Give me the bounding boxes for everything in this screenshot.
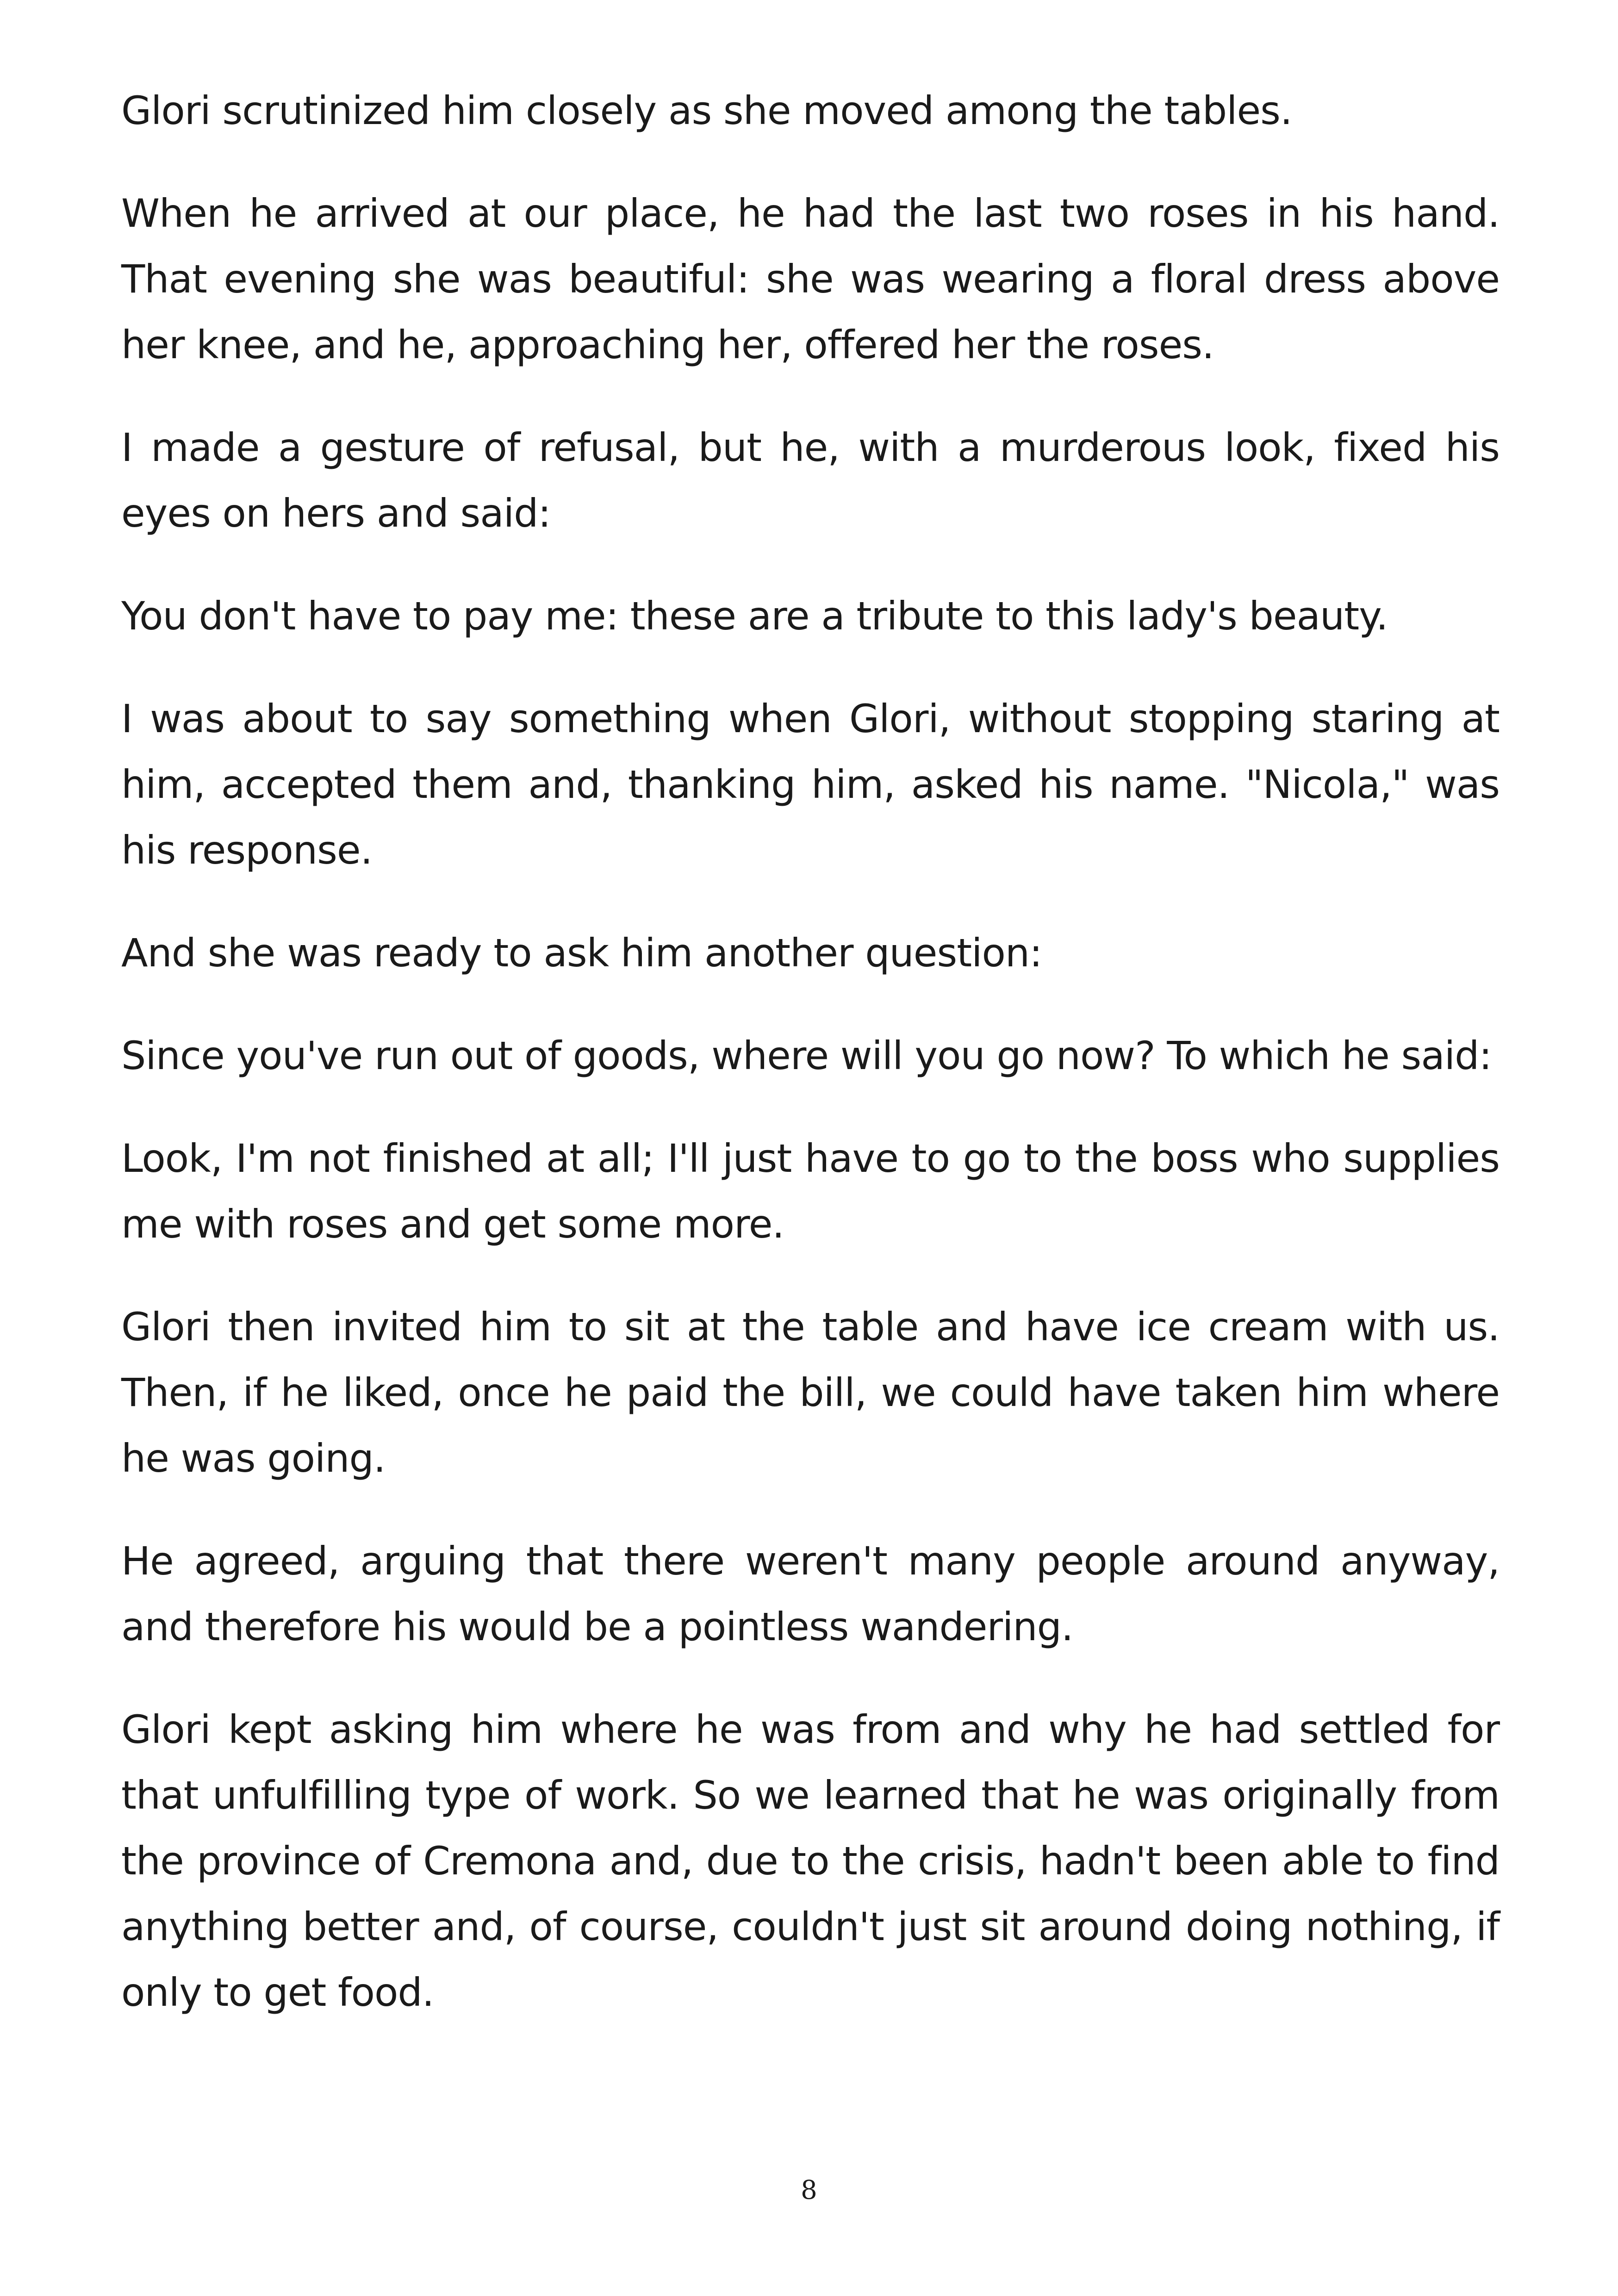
paragraph-10: He agreed, arguing that there weren't many people around anyway, and therefore his would be a pointless wandering. — [121, 1538, 1500, 1649]
paragraph-2: When he arrived at our place, he had the last two roses in his hand. That evening she was beautiful: she was wearing a floral dress above her knee, and he, approaching her, offered her the roses. — [121, 191, 1500, 367]
paragraph-1: Glori scrutinized him closely as she moved among the tables. — [121, 88, 1292, 133]
paragraph-9: Glori then invited him to sit at the table and have ice cream with us. Then, if he liked, once he paid the bill, we could have taken him where he was going. — [121, 1304, 1500, 1481]
paragraph-3: I made a gesture of refusal, but he, with a murderous look, fixed his eyes on hers and said: — [121, 425, 1500, 536]
paragraph-8: Look, I'm not finished at all; I'll just have to go to the boss who supplies me with roses and get some more. — [121, 1136, 1500, 1247]
page-number: 8 — [801, 2175, 817, 2205]
paragraph-6: And she was ready to ask him another question: — [121, 930, 1042, 976]
body-text — [121, 78, 1500, 2062]
paragraph-4: You don't have to pay me: these are a tribute to this lady's beauty. — [121, 593, 1388, 639]
paragraph-5: I was about to say something when Glori, without stopping staring at him, accepted them and, thanking him, asked his name. "Nicola," was his response. — [121, 696, 1500, 873]
paragraph-7: Since you've run out of goods, where will you go now? To which he said: — [121, 1033, 1492, 1078]
paragraph-11: Glori kept asking him where he was from and why he had settled for that unfulfilling type of work. So we learned that he was originally from the province of Cremona and, due to the crisis, hadn't been able to find anything better and, of course, couldn't just sit around doing nothing, if only to get food. — [121, 1707, 1500, 2015]
